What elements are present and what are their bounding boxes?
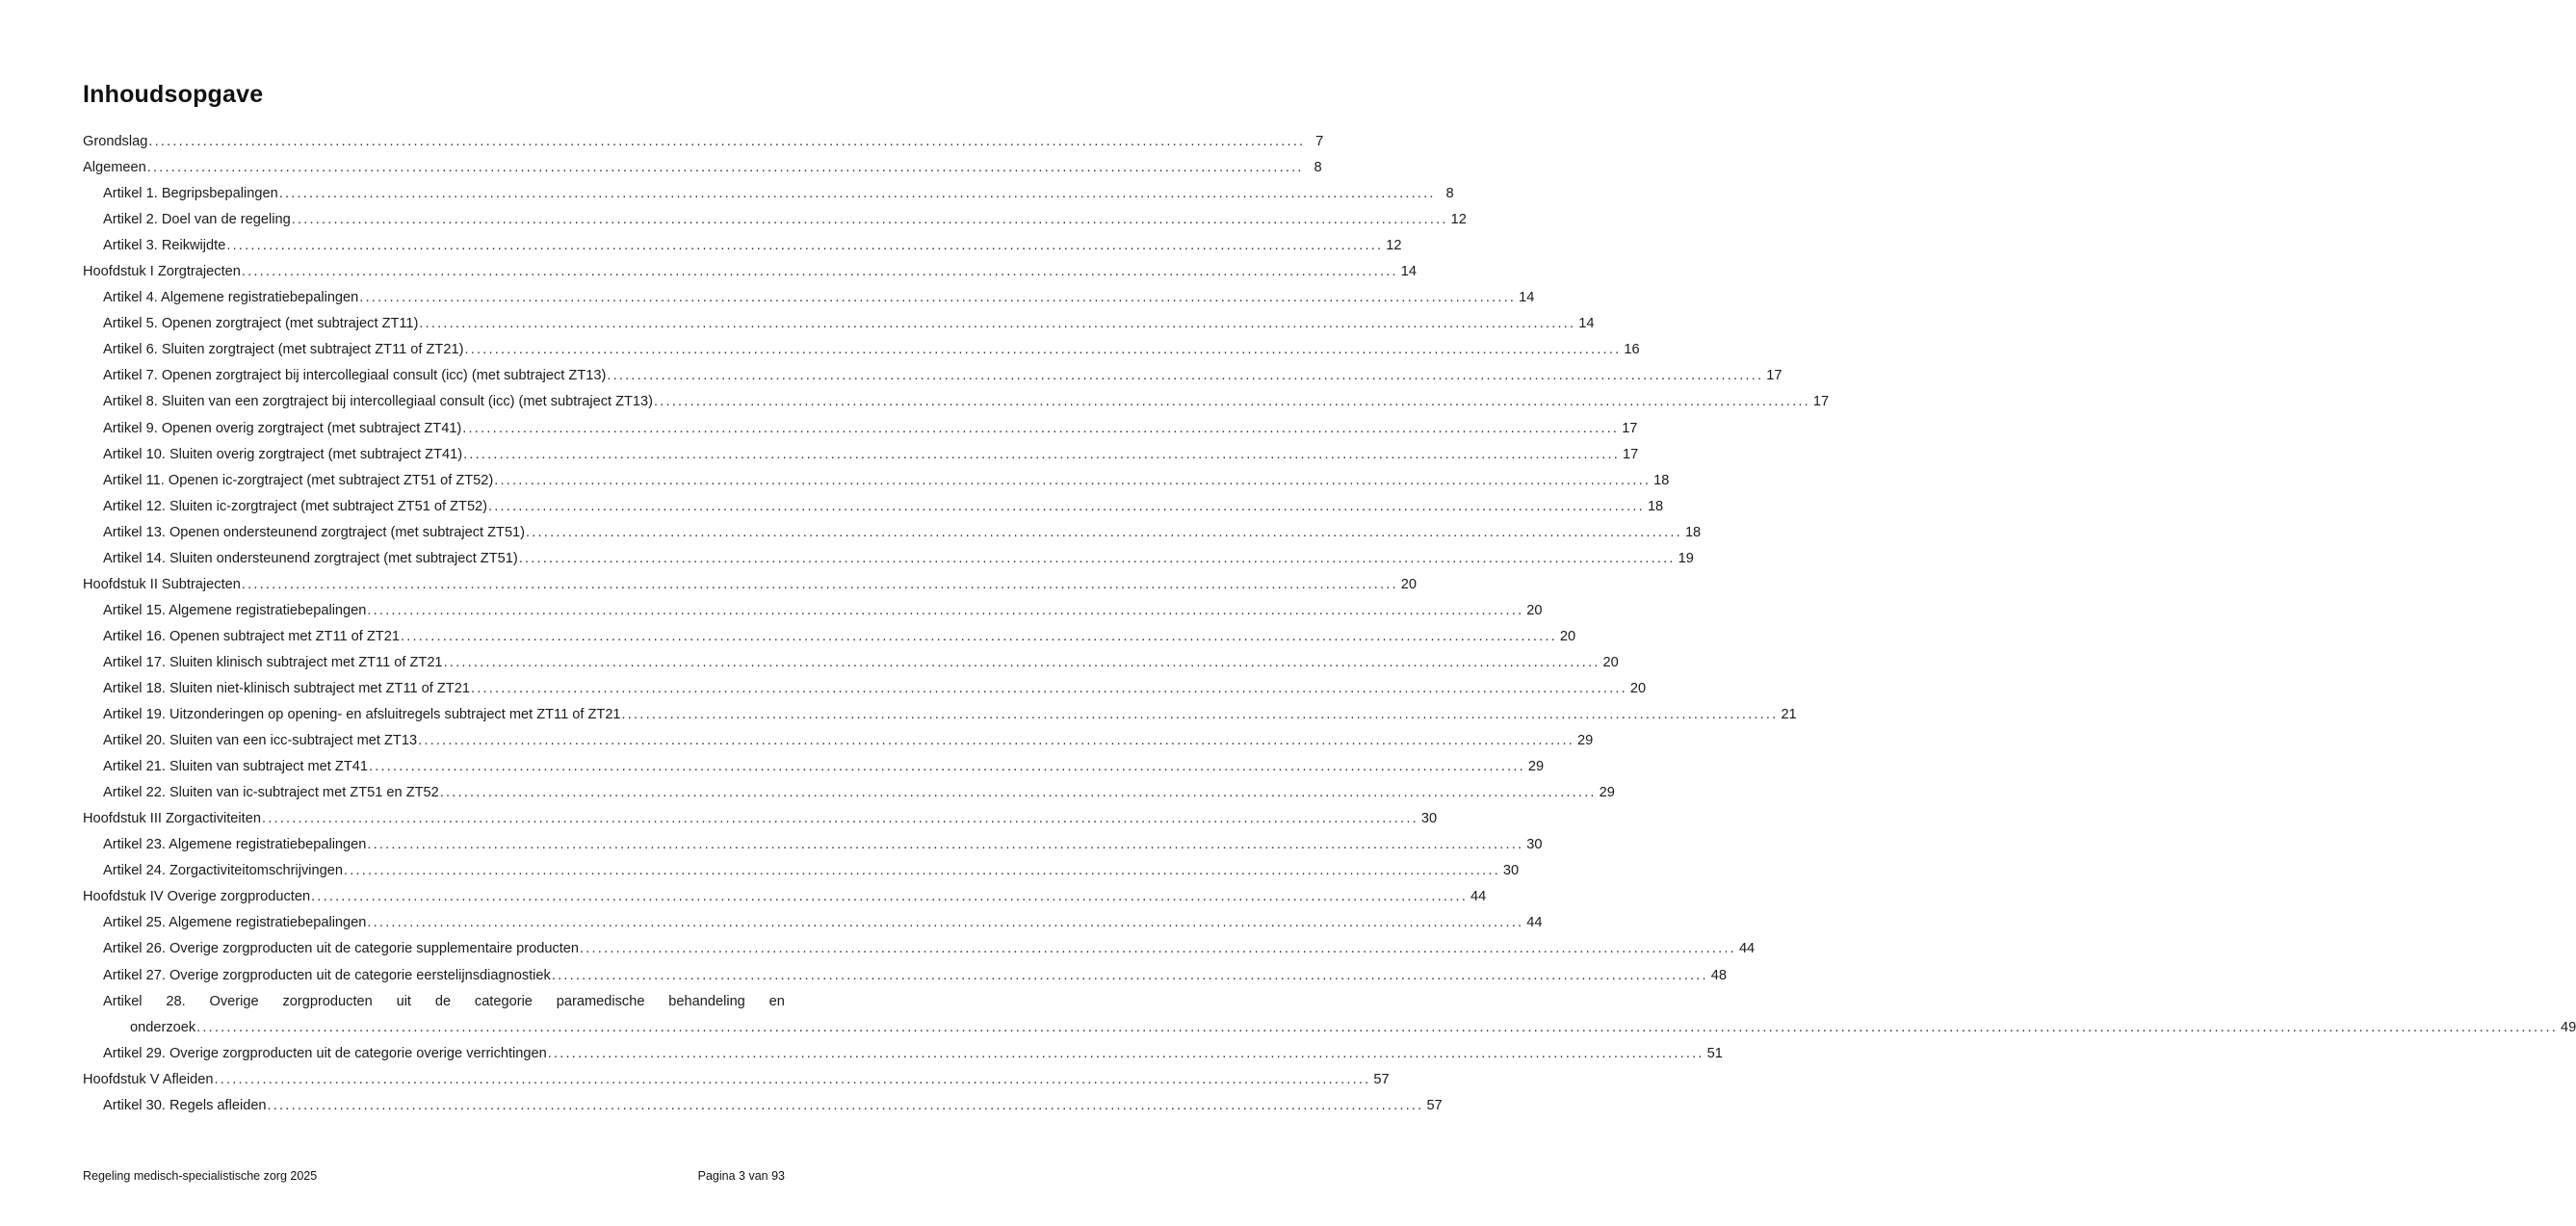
toc-entry[interactable]	[83, 910, 1543, 936]
dot-leader	[268, 1093, 1424, 1119]
toc-entry-page: 48	[1710, 967, 1727, 983]
toc-entry[interactable]	[83, 442, 1639, 468]
dot-leader	[242, 259, 1398, 285]
toc-entry-label: Artikel 20. Sluiten van een icc-subtraject met ZT13	[103, 733, 418, 749]
toc-entry-page: 44	[1738, 941, 1756, 957]
toc-entry-page: 57	[1373, 1071, 1390, 1087]
toc-entry-word: Overige	[209, 993, 259, 1009]
toc-entry[interactable]	[83, 494, 1664, 520]
dot-leader	[444, 650, 1600, 676]
toc-chapter-entry[interactable]	[83, 155, 1322, 181]
dot-leader	[311, 884, 1468, 910]
toc-entry-label: Artikel 1. Begripsbepalingen	[103, 186, 278, 202]
dot-leader	[262, 806, 1418, 832]
toc-entry-word: zorgproducten	[282, 993, 373, 1009]
toc-entry-label: Artikel 25. Algemene registratiebepalingen	[103, 915, 367, 931]
toc-entry-page: 12	[1386, 238, 1402, 254]
dot-leader	[462, 416, 1619, 442]
toc-entry-continuation	[103, 1015, 2576, 1041]
toc-chapter-entry[interactable]	[83, 1067, 1390, 1093]
toc-entry-label: Artikel 26. Overige zorgproducten uit de categorie supplementaire producten	[103, 941, 580, 957]
dot-leader	[654, 389, 1810, 415]
toc-entry-page: 17	[1812, 394, 1830, 410]
toc-entry-page: 14	[1400, 264, 1417, 280]
footer-document-title: Regeling medisch-specialistische zorg 2025	[83, 1169, 318, 1183]
toc-chapter-entry[interactable]	[83, 572, 1417, 598]
toc-entry-page: 29	[1599, 785, 1615, 801]
toc-entry-label: Algemeen	[83, 160, 146, 176]
dot-leader	[147, 155, 1304, 181]
toc-entry[interactable]	[83, 207, 1467, 233]
dot-leader	[548, 1041, 1704, 1067]
footer-page-number: Pagina 3 van 93	[697, 1169, 785, 1183]
table-of-contents	[83, 129, 2576, 1119]
toc-entry-page: 14	[1578, 316, 1595, 332]
toc-entry-label-rest: onderzoek	[130, 1019, 196, 1035]
toc-entry-label: Artikel 3. Reikwijdte	[103, 238, 226, 254]
toc-entry-page: 29	[1527, 759, 1545, 775]
toc-entry-label: Grondslag	[83, 134, 148, 149]
toc-entry-label: Artikel 19. Uitzonderingen op opening- en afsluitregels subtraject met ZT11 of ZT21	[103, 707, 621, 723]
toc-entry-page: 44	[1470, 889, 1487, 905]
toc-entry[interactable]	[83, 963, 1727, 989]
dot-leader	[440, 780, 1597, 806]
toc-entry-label: Artikel 11. Openen ic-zorgtraject (met subtraject ZT51 of ZT52)	[103, 472, 494, 488]
toc-entry-page: 17	[1622, 420, 1638, 436]
toc-entry-label: Artikel 27. Overige zorgproducten uit de categorie eerstelijnsdiagnostiek	[103, 967, 551, 983]
toc-chapter-entry[interactable]	[83, 884, 1487, 910]
dot-leader	[279, 181, 1436, 207]
dot-leader	[214, 1067, 1370, 1093]
toc-entry[interactable]	[83, 832, 1543, 858]
toc-entry-word: 28.	[166, 993, 186, 1009]
toc-entry[interactable]	[83, 1041, 1723, 1067]
page-footer	[83, 1169, 785, 1183]
dot-leader	[242, 572, 1398, 598]
toc-entry-page: 30	[1420, 811, 1438, 827]
toc-entry-page: 18	[1684, 524, 1702, 540]
toc-entry[interactable]	[83, 624, 1576, 650]
toc-chapter-entry[interactable]	[83, 806, 1438, 832]
toc-entry[interactable]	[83, 337, 1640, 363]
toc-entry[interactable]	[83, 416, 1638, 442]
dot-leader	[471, 676, 1627, 702]
toc-entry-page: 30	[1502, 863, 1520, 879]
toc-entry-label: Hoofdstuk IV Overige zorgproducten	[83, 889, 311, 905]
dot-leader	[359, 285, 1516, 311]
toc-entry[interactable]	[83, 520, 1702, 546]
toc-entry[interactable]	[83, 936, 1756, 962]
dot-leader	[552, 963, 1708, 989]
toc-entry-page: 14	[1519, 290, 1535, 306]
dot-leader: ........................................................................................................................................................................................................ .....	[196, 1015, 2558, 1041]
toc-entry[interactable]	[83, 389, 1830, 415]
toc-entry-page: 51	[1706, 1045, 1723, 1061]
toc-entry[interactable]	[83, 858, 1520, 884]
toc-entry[interactable]	[83, 989, 2576, 1041]
toc-entry[interactable]	[83, 311, 1595, 337]
toc-entry-label: Artikel 13. Openen ondersteunend zorgtraject (met subtraject ZT51)	[103, 524, 526, 540]
dot-leader	[519, 546, 1676, 572]
toc-entry-page: 7	[1315, 134, 1324, 149]
toc-entry[interactable]	[83, 285, 1535, 311]
dot-leader	[580, 936, 1736, 962]
toc-entry[interactable]	[83, 780, 1615, 806]
toc-entry-page: 44	[1526, 915, 1543, 931]
dot-leader	[226, 233, 1383, 259]
toc-entry-page: 8	[1314, 160, 1322, 176]
toc-entry-word: Artikel	[103, 993, 143, 1009]
toc-entry-label: Hoofdstuk II Subtrajecten	[83, 576, 241, 592]
toc-entry-page: 29	[1576, 733, 1594, 749]
toc-entry-page: 19	[1678, 550, 1694, 566]
toc-entry-page: 12	[1450, 212, 1467, 228]
toc-entry-label: Artikel 30. Regels afleiden	[103, 1097, 267, 1113]
toc-entry-label: Artikel 18. Sluiten niet-klinisch subtraject met ZT11 of ZT21	[103, 680, 470, 696]
toc-entry-page: 17	[1766, 368, 1782, 384]
dot-leader	[369, 754, 1525, 780]
dot-leader	[464, 337, 1621, 363]
toc-entry-word: categorie	[474, 993, 533, 1009]
toc-entry-label: Hoofdstuk I Zorgtrajecten	[83, 264, 241, 280]
toc-entry[interactable]	[83, 468, 1670, 494]
dot-leader	[607, 363, 1763, 389]
dot-leader	[148, 129, 1305, 155]
toc-entry-label: Artikel 8. Sluiten van een zorgtraject bij intercollegiaal consult (icc) (met subtraject ZT13)	[103, 394, 654, 410]
dot-leader	[494, 468, 1651, 494]
toc-entry-page: 20	[1400, 576, 1417, 592]
dot-leader	[367, 832, 1523, 858]
toc-entry-label: Artikel 6. Sluiten zorgtraject (met subtraject ZT11 of ZT21)	[103, 342, 464, 358]
dot-leader	[526, 520, 1682, 546]
toc-entry-label: Artikel 15. Algemene registratiebepalingen	[103, 602, 367, 618]
dot-leader	[344, 858, 1500, 884]
page-title: Inhoudsopgave	[83, 81, 264, 108]
toc-chapter-entry[interactable]	[83, 259, 1417, 285]
toc-entry-word: paramedische	[556, 993, 645, 1009]
dot-leader	[419, 311, 1575, 337]
toc-entry-page: 17	[1623, 446, 1639, 462]
toc-entry[interactable]	[83, 702, 1797, 728]
toc-entry-page: 49	[2560, 1019, 2576, 1035]
toc-entry[interactable]	[83, 181, 1454, 207]
dot-leader	[292, 207, 1448, 233]
toc-entry[interactable]	[83, 363, 1782, 389]
toc-entry-page: 8	[1445, 186, 1454, 202]
toc-entry-word: de	[434, 993, 452, 1009]
toc-entry-label: Hoofdstuk III Zorgactiviteiten	[83, 811, 261, 827]
toc-entry-page: 20	[1559, 628, 1576, 644]
dot-leader	[418, 728, 1574, 754]
dot-leader	[488, 494, 1645, 520]
toc-entry[interactable]	[83, 233, 1402, 259]
toc-chapter-entry[interactable]	[83, 129, 1324, 155]
toc-entry-label: Artikel 12. Sluiten ic-zorgtraject (met subtraject ZT51 of ZT52)	[103, 498, 488, 514]
dot-leader	[367, 598, 1523, 624]
toc-entry-label: Artikel 4. Algemene registratiebepalingen	[103, 290, 359, 306]
toc-entry[interactable]	[83, 650, 1619, 676]
toc-entry-label: Artikel 22. Sluiten van ic-subtraject met ZT51 en ZT52	[103, 785, 439, 801]
toc-entry-label: Artikel 5. Openen zorgtraject (met subtraject ZT11)	[103, 316, 419, 332]
toc-entry-page: 20	[1526, 602, 1543, 618]
toc-entry-word: behandeling	[668, 993, 745, 1009]
toc-entry-page: 20	[1629, 680, 1647, 696]
toc-entry-page: 20	[1602, 654, 1619, 670]
toc-entry-label: Artikel 16. Openen subtraject met ZT11 of ZT21	[103, 628, 400, 644]
toc-entry-label: Artikel 21. Sluiten van subtraject met ZT41	[103, 759, 368, 775]
toc-entry[interactable]	[83, 1093, 1443, 1119]
toc-entry-page: 18	[1647, 498, 1664, 514]
toc-entry[interactable]	[83, 546, 1694, 572]
toc-entry-page: 57	[1426, 1097, 1443, 1113]
toc-entry-label: Artikel 14. Sluiten ondersteunend zorgtraject (met subtraject ZT51)	[103, 550, 518, 566]
toc-entry-label: Artikel 7. Openen zorgtraject bij intercollegiaal consult (icc) (met subtraject ZT13)	[103, 368, 607, 384]
toc-entry-label-line	[103, 989, 785, 1015]
dot-leader	[367, 910, 1523, 936]
dot-leader	[463, 442, 1620, 468]
toc-entry-label: Artikel 23. Algemene registratiebepalingen	[103, 837, 367, 853]
toc-entry-label: Artikel 17. Sluiten klinisch subtraject met ZT11 of ZT21	[103, 654, 443, 670]
toc-entry-label: Hoofdstuk V Afleiden	[83, 1071, 214, 1087]
toc-entry-page: 18	[1653, 472, 1670, 488]
toc-entry-label: Artikel 10. Sluiten overig zorgtraject (met subtraject ZT41)	[103, 446, 463, 462]
toc-entry-word: uit	[396, 993, 411, 1009]
toc-entry[interactable]	[83, 676, 1647, 702]
toc-entry-page: 21	[1781, 707, 1797, 723]
toc-entry-label: Artikel 29. Overige zorgproducten uit de categorie overige verrichtingen	[103, 1045, 547, 1061]
toc-entry-label: Artikel 2. Doel van de regeling	[103, 212, 291, 228]
toc-entry[interactable]	[83, 598, 1543, 624]
toc-entry-label: Artikel 24. Zorgactiviteitomschrijvingen	[103, 863, 343, 879]
toc-entry-page: 30	[1526, 837, 1543, 853]
toc-entry-page: 16	[1624, 342, 1640, 358]
toc-entry-label: Artikel 9. Openen overig zorgtraject (met subtraject ZT41)	[103, 420, 462, 436]
toc-entry[interactable]	[83, 754, 1545, 780]
dot-leader	[401, 624, 1557, 650]
toc-entry-word: en	[768, 993, 785, 1009]
toc-entry[interactable]	[83, 728, 1594, 754]
dot-leader	[622, 702, 1779, 728]
